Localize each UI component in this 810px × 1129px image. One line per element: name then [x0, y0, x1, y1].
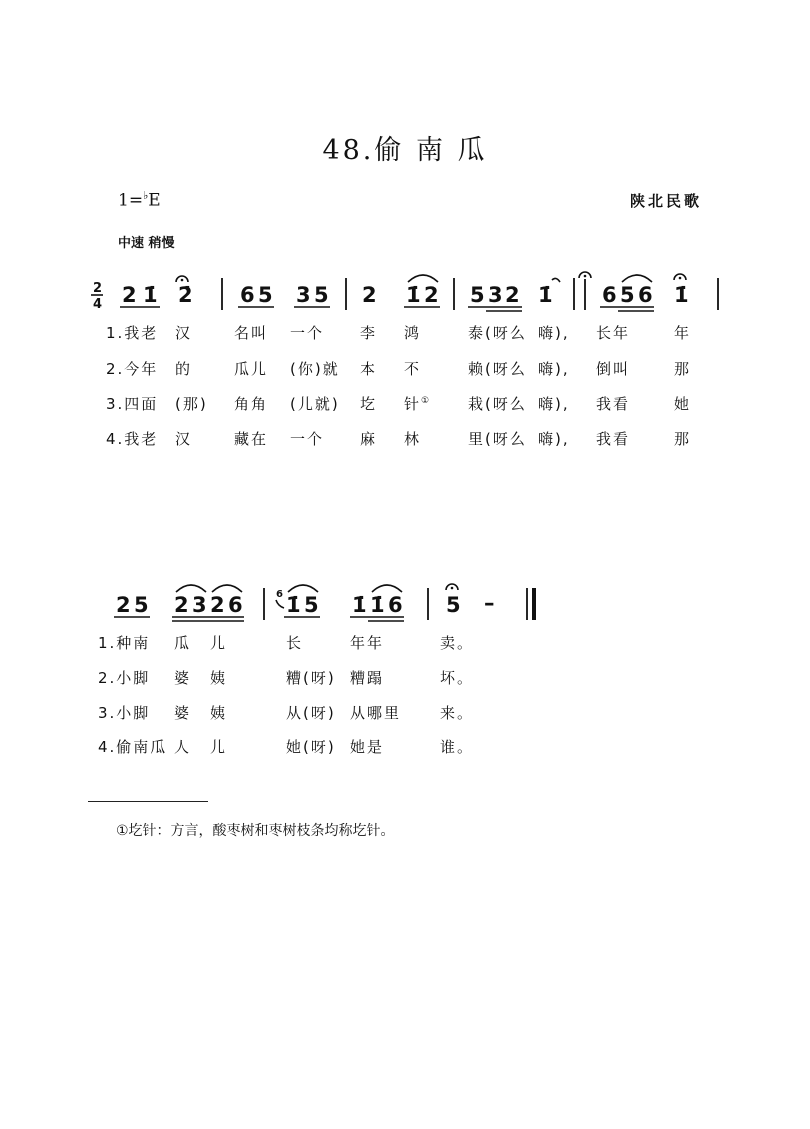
lyric-cell: (你)就 — [290, 360, 340, 378]
note: 1̇ — [538, 283, 553, 307]
lyrics-system-1 — [0, 322, 810, 452]
lyric-cell: 李 — [360, 324, 378, 342]
lyric-verse-1 — [0, 632, 810, 654]
lyric-cell: 长年 — [596, 324, 631, 342]
note: 1̇ — [406, 283, 421, 307]
note: 1̇ — [352, 593, 367, 617]
note: 5 — [620, 283, 635, 307]
lyric-word: 针 — [404, 395, 422, 413]
grace-tie — [276, 600, 284, 608]
note: 3 — [488, 283, 503, 307]
glide-mark — [552, 278, 560, 282]
lyric-cell: 麻 — [360, 430, 378, 448]
note: 5 — [470, 283, 485, 307]
key-prefix: 1= — [118, 190, 144, 211]
lyric-cell: 从哪里 — [350, 704, 402, 722]
lyric-cell — [404, 393, 431, 414]
lyric-cell: 的 — [175, 360, 193, 378]
fermata-dot — [451, 587, 454, 590]
lyric-cell: 从(呀) — [286, 704, 336, 722]
lyric-cell: 倒叫 — [596, 360, 631, 378]
score-system-1 — [0, 270, 810, 320]
lyric-cell: 4.我老 — [106, 430, 159, 448]
lyric-cell: 瓜儿 — [234, 360, 269, 378]
slur — [212, 585, 242, 592]
note: 5 — [134, 593, 149, 617]
note: 1̇ — [286, 593, 301, 617]
lyric-cell: 鸿 — [404, 324, 422, 342]
lyric-verse-3 — [0, 393, 810, 415]
note: 5 — [258, 283, 273, 307]
note: 5 — [304, 593, 319, 617]
lyric-cell: 我看 — [596, 430, 631, 448]
attribution: 陕北民歌 — [630, 192, 703, 210]
lyric-cell: 儿 — [210, 634, 228, 652]
lyric-cell: 泰(呀么 — [468, 324, 527, 342]
lyric-cell: 角角 — [234, 395, 269, 413]
time-sig-top: 2 — [93, 281, 103, 296]
lyric-cell: 年年 — [350, 634, 385, 652]
lyric-cell: 儿 — [210, 738, 228, 756]
note: 2 — [116, 593, 131, 617]
note: 6 — [638, 283, 653, 307]
note: 1̇ — [370, 593, 385, 617]
note: 1̇ — [674, 283, 689, 307]
note: 2 — [174, 593, 189, 617]
lyric-cell: 1.我老 — [106, 324, 159, 342]
note: 6 — [228, 593, 243, 617]
lyric-cell: 年 — [674, 324, 692, 342]
lyric-cell: 本 — [360, 360, 378, 378]
note: 2 — [424, 283, 439, 307]
lyric-cell: 里(呀么 — [468, 430, 527, 448]
slur — [176, 585, 206, 592]
lyric-verse-1 — [0, 322, 810, 344]
fermata-dot — [679, 277, 682, 280]
fermata-dot — [181, 279, 184, 282]
note: 6 — [602, 283, 617, 307]
lyric-cell: 她是 — [350, 738, 385, 756]
lyric-verse-2 — [0, 358, 810, 380]
lyric-cell: 藏在 — [234, 430, 269, 448]
lyric-cell: 名叫 — [234, 324, 269, 342]
lyric-cell: 2.小脚 — [98, 669, 151, 687]
note: 2 — [505, 283, 520, 307]
lyric-cell: 姨 — [210, 669, 228, 687]
lyric-cell: 林 — [404, 430, 422, 448]
key-signature — [118, 189, 161, 211]
fermata-dot — [584, 275, 587, 278]
lyric-cell: 1.种南 — [98, 634, 151, 652]
dash-extension: – — [484, 591, 495, 615]
lyric-cell: 栽(呀么 — [468, 395, 527, 413]
lyric-cell: 人 — [174, 738, 192, 756]
lyric-cell: 她(呀) — [286, 738, 336, 756]
lyric-cell: 汉 — [175, 430, 193, 448]
lyric-cell: 圪 — [360, 395, 378, 413]
lyric-verse-2 — [0, 667, 810, 689]
lyric-cell: 3.小脚 — [98, 704, 151, 722]
note: 2 — [122, 283, 137, 307]
flat-sign: ♭ — [143, 189, 149, 202]
lyric-cell: 她 — [674, 395, 692, 413]
lyric-cell: 婆 — [174, 704, 192, 722]
footnote-divider — [88, 801, 208, 802]
lyric-cell: 来。 — [440, 704, 475, 722]
note: 2 — [210, 593, 225, 617]
note: 6 — [240, 283, 255, 307]
lyric-cell: 谁。 — [440, 738, 475, 756]
lyric-cell: 汉 — [175, 324, 193, 342]
lyric-cell: 3.四面 — [106, 395, 159, 413]
slur — [288, 585, 318, 592]
lyric-cell: 赖(呀么 — [468, 360, 527, 378]
lyric-cell: 一个 — [290, 430, 325, 448]
note: 2 — [362, 283, 377, 307]
note: 5 — [314, 283, 329, 307]
lyric-verse-4 — [0, 428, 810, 450]
note: 3 — [192, 593, 207, 617]
note: 1̇ — [143, 283, 158, 307]
tempo-marking: 中速 稍慢 — [118, 236, 175, 251]
song-title: 48.偷 南 瓜 — [322, 135, 488, 166]
lyric-cell: 那 — [674, 360, 692, 378]
lyric-cell: 4.偷南瓜 — [98, 738, 168, 756]
lyric-cell: 嗨), — [538, 360, 570, 378]
slur — [622, 275, 652, 282]
lyrics-system-2 — [0, 632, 810, 762]
lyric-cell: 嗨), — [538, 395, 570, 413]
lyric-cell: 姨 — [210, 704, 228, 722]
footnote-mark: ① — [421, 396, 432, 406]
lyric-cell: 卖。 — [440, 634, 475, 652]
lyric-cell: 糟(呀) — [286, 669, 336, 687]
lyric-cell: 我看 — [596, 395, 631, 413]
lyric-cell: 瓜 — [174, 634, 192, 652]
lyric-verse-3 — [0, 702, 810, 724]
grace-note: 6 — [276, 589, 283, 600]
lyric-cell: 那 — [674, 430, 692, 448]
lyric-cell: 婆 — [174, 669, 192, 687]
note: 6 — [388, 593, 403, 617]
note: 2̇ — [178, 283, 193, 307]
note: 5 — [446, 593, 461, 617]
slur — [408, 275, 438, 282]
slur — [372, 585, 402, 592]
lyric-cell: 一个 — [290, 324, 325, 342]
lyric-cell: (那) — [175, 395, 208, 413]
score-system-2 — [0, 580, 810, 630]
time-sig-bottom: 4 — [93, 297, 103, 312]
lyric-cell: (儿就) — [290, 395, 340, 413]
lyric-cell: 长 — [286, 634, 304, 652]
lyric-cell: 2.今年 — [106, 360, 159, 378]
note: 3 — [296, 283, 311, 307]
lyric-cell: 嗨), — [538, 324, 570, 342]
footnote-text: ①圪针：方言，酸枣树和枣树枝条均称圪针。 — [116, 823, 395, 839]
lyric-cell: 嗨), — [538, 430, 570, 448]
lyric-cell: 糟蹋 — [350, 669, 385, 687]
lyric-cell: 不 — [404, 360, 422, 378]
lyric-verse-4 — [0, 736, 810, 758]
lyric-cell: 坏。 — [440, 669, 475, 687]
key-note: E — [148, 190, 161, 211]
